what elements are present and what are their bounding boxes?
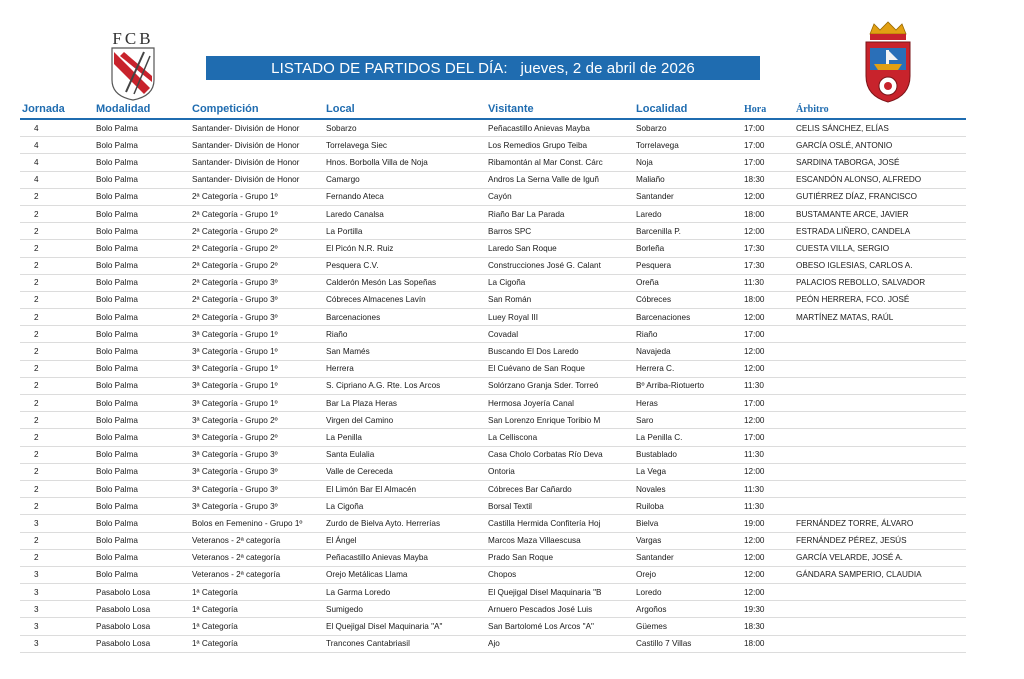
cell-jornada: 2 xyxy=(20,188,94,205)
cell-jornada: 2 xyxy=(20,498,94,515)
cell-localidad: Herrera C. xyxy=(634,360,742,377)
cell-local: Valle de Cereceda xyxy=(324,463,486,480)
cell-competicion: 2ª Categoría - Grupo 3º xyxy=(190,274,324,291)
cell-local: Camargo xyxy=(324,171,486,188)
matches-table xyxy=(20,100,966,653)
cell-hora: 17:30 xyxy=(742,240,794,257)
cell-modalidad: Bolo Palma xyxy=(94,360,190,377)
cell-local: El Limón Bar El Almacén xyxy=(324,480,486,497)
cell-competicion: 3ª Categoría - Grupo 2º xyxy=(190,412,324,429)
cell-arbitro xyxy=(794,480,966,497)
cell-jornada: 3 xyxy=(20,601,94,618)
cell-jornada: 2 xyxy=(20,429,94,446)
cell-local: Laredo Canalsa xyxy=(324,205,486,222)
cell-competicion: 1ª Categoría xyxy=(190,601,324,618)
col-header-arbitro: Árbitro xyxy=(794,100,966,119)
page-title: LISTADO DE PARTIDOS DEL DÍA: jueves, 2 de abril de 2026 xyxy=(271,59,695,77)
cell-jornada: 2 xyxy=(20,549,94,566)
table-row xyxy=(20,532,966,549)
cell-modalidad: Bolo Palma xyxy=(94,395,190,412)
cell-arbitro: PALACIOS REBOLLO, SALVADOR xyxy=(794,274,966,291)
cell-jornada: 2 xyxy=(20,412,94,429)
cell-local: Trancones Cantabriasil xyxy=(324,635,486,652)
coat-of-arms-emblem xyxy=(862,20,914,104)
cell-local: Sumigedo xyxy=(324,601,486,618)
table-row xyxy=(20,601,966,618)
cell-competicion: Santander- División de Honor xyxy=(190,137,324,154)
cell-hora: 11:30 xyxy=(742,480,794,497)
cell-competicion: Bolos en Femenino - Grupo 1º xyxy=(190,515,324,532)
cell-visitante: San Bartolomé Los Arcos "A" xyxy=(486,618,634,635)
cell-visitante: Ontoria xyxy=(486,463,634,480)
cell-competicion: Santander- División de Honor xyxy=(190,119,324,137)
cell-arbitro: ESTRADA LIÑERO, CANDELA xyxy=(794,223,966,240)
cell-modalidad: Pasabolo Losa xyxy=(94,601,190,618)
cell-jornada: 3 xyxy=(20,515,94,532)
cell-localidad: Bielva xyxy=(634,515,742,532)
cell-jornada: 2 xyxy=(20,257,94,274)
cell-modalidad: Bolo Palma xyxy=(94,205,190,222)
cell-local: Virgen del Camino xyxy=(324,412,486,429)
cell-modalidad: Bolo Palma xyxy=(94,412,190,429)
cell-localidad: Pesquera xyxy=(634,257,742,274)
cell-jornada: 4 xyxy=(20,119,94,137)
cell-local: La Cigoña xyxy=(324,498,486,515)
cell-modalidad: Bolo Palma xyxy=(94,377,190,394)
cell-arbitro: ESCANDÓN ALONSO, ALFREDO xyxy=(794,171,966,188)
cell-modalidad: Bolo Palma xyxy=(94,480,190,497)
cell-arbitro: FERNÁNDEZ TORRE, ÁLVARO xyxy=(794,515,966,532)
cell-visitante: Hermosa Joyería Canal xyxy=(486,395,634,412)
cell-arbitro xyxy=(794,326,966,343)
cell-visitante: Los Remedios Grupo Teiba xyxy=(486,137,634,154)
cell-competicion: 1ª Categoría xyxy=(190,584,324,601)
cell-visitante: Ajo xyxy=(486,635,634,652)
cell-arbitro xyxy=(794,498,966,515)
table-row xyxy=(20,274,966,291)
cell-localidad: Barcenilla P. xyxy=(634,223,742,240)
cell-visitante: Prado San Roque xyxy=(486,549,634,566)
cell-local: Barcenaciones xyxy=(324,309,486,326)
cell-jornada: 2 xyxy=(20,446,94,463)
cell-jornada: 2 xyxy=(20,463,94,480)
cell-jornada: 2 xyxy=(20,360,94,377)
cell-modalidad: Bolo Palma xyxy=(94,566,190,583)
cell-modalidad: Bolo Palma xyxy=(94,532,190,549)
cell-hora: 17:30 xyxy=(742,257,794,274)
cell-modalidad: Bolo Palma xyxy=(94,429,190,446)
cell-competicion: 3ª Categoría - Grupo 1º xyxy=(190,343,324,360)
cell-competicion: 1ª Categoría xyxy=(190,635,324,652)
table-row xyxy=(20,171,966,188)
cell-hora: 18:00 xyxy=(742,291,794,308)
table-row xyxy=(20,309,966,326)
cell-arbitro xyxy=(794,343,966,360)
cell-local: La Garma Loredo xyxy=(324,584,486,601)
cell-local: Pesquera C.V. xyxy=(324,257,486,274)
cell-visitante: Construcciones José G. Calant xyxy=(486,257,634,274)
cell-hora: 19:00 xyxy=(742,515,794,532)
cell-arbitro xyxy=(794,395,966,412)
table-row xyxy=(20,154,966,171)
cell-arbitro xyxy=(794,446,966,463)
cell-localidad: Vargas xyxy=(634,532,742,549)
table-row xyxy=(20,188,966,205)
cell-local: La Penilla xyxy=(324,429,486,446)
cell-localidad: Loredo xyxy=(634,584,742,601)
cell-arbitro: CELIS SÁNCHEZ, ELÍAS xyxy=(794,119,966,137)
cell-modalidad: Bolo Palma xyxy=(94,446,190,463)
cell-modalidad: Bolo Palma xyxy=(94,549,190,566)
cell-localidad: Ruiloba xyxy=(634,498,742,515)
cell-hora: 12:00 xyxy=(742,343,794,360)
cell-arbitro xyxy=(794,360,966,377)
cell-localidad: Maliaño xyxy=(634,171,742,188)
cell-jornada: 2 xyxy=(20,240,94,257)
cell-arbitro: PEÓN HERRERA, FCO. JOSÉ xyxy=(794,291,966,308)
cell-modalidad: Bolo Palma xyxy=(94,309,190,326)
cell-jornada: 3 xyxy=(20,618,94,635)
cell-jornada: 4 xyxy=(20,171,94,188)
cell-hora: 17:00 xyxy=(742,429,794,446)
cell-competicion: 3ª Categoría - Grupo 1º xyxy=(190,377,324,394)
cell-hora: 11:30 xyxy=(742,498,794,515)
club-logo-text: FCB xyxy=(112,29,154,48)
cell-visitante: Cayón xyxy=(486,188,634,205)
cell-local: Torrelavega Siec xyxy=(324,137,486,154)
cell-local: El Quejigal Disel Maquinaria "A" xyxy=(324,618,486,635)
cell-hora: 12:00 xyxy=(742,463,794,480)
cell-modalidad: Pasabolo Losa xyxy=(94,584,190,601)
cell-visitante: Peñacastillo Anievas Mayba xyxy=(486,119,634,137)
cell-modalidad: Bolo Palma xyxy=(94,291,190,308)
cell-hora: 12:00 xyxy=(742,584,794,601)
cell-arbitro: OBESO IGLESIAS, CARLOS A. xyxy=(794,257,966,274)
col-header-competicion: Competición xyxy=(190,100,324,119)
cell-hora: 12:00 xyxy=(742,532,794,549)
cell-hora: 17:00 xyxy=(742,326,794,343)
table-row xyxy=(20,360,966,377)
cell-hora: 12:00 xyxy=(742,223,794,240)
cell-visitante: Castilla Hermida Confitería Hoj xyxy=(486,515,634,532)
cell-visitante: San Román xyxy=(486,291,634,308)
cell-visitante: Riaño Bar La Parada xyxy=(486,205,634,222)
cell-arbitro xyxy=(794,429,966,446)
table-row xyxy=(20,205,966,222)
cell-local: S. Cipriano A.G. Rte. Los Arcos xyxy=(324,377,486,394)
cell-hora: 11:30 xyxy=(742,446,794,463)
cell-visitante: Chopos xyxy=(486,566,634,583)
cell-competicion: 3ª Categoría - Grupo 3º xyxy=(190,446,324,463)
cell-visitante: Andros La Serna Valle de Iguñ xyxy=(486,171,634,188)
cell-jornada: 2 xyxy=(20,205,94,222)
table-row xyxy=(20,446,966,463)
cell-jornada: 4 xyxy=(20,154,94,171)
cell-jornada: 3 xyxy=(20,635,94,652)
table-row xyxy=(20,412,966,429)
cell-jornada: 2 xyxy=(20,395,94,412)
cell-local: Riaño xyxy=(324,326,486,343)
cell-modalidad: Bolo Palma xyxy=(94,188,190,205)
cell-local: El Ángel xyxy=(324,532,486,549)
cell-jornada: 2 xyxy=(20,343,94,360)
cell-visitante: La Cigoña xyxy=(486,274,634,291)
cell-local: Zurdo de Bielva Ayto. Herrerías xyxy=(324,515,486,532)
cell-localidad: Argoños xyxy=(634,601,742,618)
cell-localidad: Navajeda xyxy=(634,343,742,360)
cell-jornada: 2 xyxy=(20,532,94,549)
table-row xyxy=(20,635,966,652)
cell-modalidad: Pasabolo Losa xyxy=(94,635,190,652)
cell-jornada: 2 xyxy=(20,309,94,326)
cell-localidad: Güemes xyxy=(634,618,742,635)
cell-modalidad: Bolo Palma xyxy=(94,137,190,154)
cell-localidad: Sobarzo xyxy=(634,119,742,137)
cell-visitante: Borsal Textil xyxy=(486,498,634,515)
cell-arbitro: BUSTAMANTE ARCE, JAVIER xyxy=(794,205,966,222)
cell-localidad: Riaño xyxy=(634,326,742,343)
cell-arbitro xyxy=(794,635,966,652)
table-row xyxy=(20,480,966,497)
cell-competicion: Veteranos - 2ª categoría xyxy=(190,566,324,583)
cell-modalidad: Bolo Palma xyxy=(94,223,190,240)
cell-visitante: Marcos Maza Villaescusa xyxy=(486,532,634,549)
table-row xyxy=(20,223,966,240)
cell-visitante: El Quejigal Disel Maquinaria "B xyxy=(486,584,634,601)
col-header-localidad: Localidad xyxy=(634,100,742,119)
table-row xyxy=(20,326,966,343)
table-header-row xyxy=(20,100,966,119)
cell-hora: 11:30 xyxy=(742,377,794,394)
cell-visitante: Cóbreces Bar Cañardo xyxy=(486,480,634,497)
cell-arbitro: CUESTA VILLA, SERGIO xyxy=(794,240,966,257)
cell-jornada: 2 xyxy=(20,274,94,291)
cell-visitante: Casa Cholo Corbatas Río Deva xyxy=(486,446,634,463)
cell-localidad: Novales xyxy=(634,480,742,497)
cell-jornada: 2 xyxy=(20,291,94,308)
cell-arbitro: SARDINA TABORGA, JOSÉ xyxy=(794,154,966,171)
cell-visitante: Covadal xyxy=(486,326,634,343)
cell-localidad: La Penilla C. xyxy=(634,429,742,446)
cell-localidad: Bustablado xyxy=(634,446,742,463)
cell-competicion: 3ª Categoría - Grupo 3º xyxy=(190,498,324,515)
cell-local: San Mamés xyxy=(324,343,486,360)
cell-arbitro xyxy=(794,412,966,429)
cell-modalidad: Bolo Palma xyxy=(94,326,190,343)
cell-visitante: La Celliscona xyxy=(486,429,634,446)
cell-localidad: Torrelavega xyxy=(634,137,742,154)
cell-modalidad: Bolo Palma xyxy=(94,119,190,137)
cell-local: Bar La Plaza Heras xyxy=(324,395,486,412)
cell-modalidad: Pasabolo Losa xyxy=(94,618,190,635)
cell-visitante: Barros SPC xyxy=(486,223,634,240)
cell-hora: 12:00 xyxy=(742,412,794,429)
cell-visitante: Luey Royal III xyxy=(486,309,634,326)
table-row xyxy=(20,377,966,394)
cell-competicion: 2ª Categoría - Grupo 2º xyxy=(190,240,324,257)
cell-competicion: 3ª Categoría - Grupo 2º xyxy=(190,429,324,446)
cell-arbitro: GARCÍA OSLÉ, ANTONIO xyxy=(794,137,966,154)
cell-modalidad: Bolo Palma xyxy=(94,274,190,291)
cell-localidad: Saro xyxy=(634,412,742,429)
cell-visitante: Ribamontán al Mar Const. Cárc xyxy=(486,154,634,171)
cell-competicion: Veteranos - 2ª categoría xyxy=(190,532,324,549)
cell-arbitro: GUTIÉRREZ DÍAZ, FRANCISCO xyxy=(794,188,966,205)
cell-hora: 17:00 xyxy=(742,395,794,412)
col-header-hora: Hora xyxy=(742,100,794,119)
col-header-visitante: Visitante xyxy=(486,100,634,119)
cell-arbitro xyxy=(794,601,966,618)
cell-competicion: 2ª Categoría - Grupo 3º xyxy=(190,309,324,326)
cell-competicion: 3ª Categoría - Grupo 1º xyxy=(190,360,324,377)
cell-localidad: Noja xyxy=(634,154,742,171)
cell-hora: 18:00 xyxy=(742,635,794,652)
cell-hora: 12:00 xyxy=(742,188,794,205)
club-logo xyxy=(100,18,166,102)
cell-hora: 18:30 xyxy=(742,618,794,635)
cell-competicion: 3ª Categoría - Grupo 3º xyxy=(190,480,324,497)
cell-jornada: 2 xyxy=(20,223,94,240)
cell-competicion: Santander- División de Honor xyxy=(190,154,324,171)
cell-visitante: San Lorenzo Enrique Toribio M xyxy=(486,412,634,429)
table-row xyxy=(20,429,966,446)
cell-localidad: Cóbreces xyxy=(634,291,742,308)
cell-competicion: 2ª Categoría - Grupo 1º xyxy=(190,205,324,222)
cell-localidad: Laredo xyxy=(634,205,742,222)
cell-hora: 17:00 xyxy=(742,137,794,154)
table-row xyxy=(20,395,966,412)
cell-local: Herrera xyxy=(324,360,486,377)
cell-localidad: Orejo xyxy=(634,566,742,583)
cell-visitante: Laredo San Roque xyxy=(486,240,634,257)
cell-hora: 18:00 xyxy=(742,205,794,222)
cell-modalidad: Bolo Palma xyxy=(94,515,190,532)
col-header-jornada: Jornada xyxy=(20,100,94,119)
cell-competicion: 2ª Categoría - Grupo 1º xyxy=(190,188,324,205)
col-header-local: Local xyxy=(324,100,486,119)
cell-competicion: 2ª Categoría - Grupo 2º xyxy=(190,257,324,274)
cell-localidad: Santander xyxy=(634,549,742,566)
cell-modalidad: Bolo Palma xyxy=(94,154,190,171)
cell-competicion: Veteranos - 2ª categoría xyxy=(190,549,324,566)
cell-arbitro xyxy=(794,618,966,635)
cell-local: Orejo Metálicas Llama xyxy=(324,566,486,583)
cell-arbitro: FERNÁNDEZ PÉREZ, JESÚS xyxy=(794,532,966,549)
cell-local: Cóbreces Almacenes Lavín xyxy=(324,291,486,308)
cell-competicion: 3ª Categoría - Grupo 3º xyxy=(190,463,324,480)
cell-visitante: Solórzano Granja Sder. Torreó xyxy=(486,377,634,394)
cell-visitante: Arnuero Pescados José Luis xyxy=(486,601,634,618)
table-row xyxy=(20,119,966,137)
cell-local: El Picón N.R. Ruiz xyxy=(324,240,486,257)
cell-local: Calderón Mesón Las Sopeñas xyxy=(324,274,486,291)
cell-jornada: 2 xyxy=(20,326,94,343)
cell-localidad: Borleña xyxy=(634,240,742,257)
table-row xyxy=(20,343,966,360)
cell-localidad: Santander xyxy=(634,188,742,205)
cell-jornada: 3 xyxy=(20,584,94,601)
cell-localidad: Oreña xyxy=(634,274,742,291)
title-banner xyxy=(206,56,760,80)
cell-local: La Portilla xyxy=(324,223,486,240)
cell-modalidad: Bolo Palma xyxy=(94,498,190,515)
cell-modalidad: Bolo Palma xyxy=(94,240,190,257)
table-row xyxy=(20,240,966,257)
cell-arbitro: GARCÍA VELARDE, JOSÉ A. xyxy=(794,549,966,566)
cell-jornada: 3 xyxy=(20,566,94,583)
cell-competicion: 3ª Categoría - Grupo 1º xyxy=(190,395,324,412)
cell-jornada: 2 xyxy=(20,480,94,497)
table-body xyxy=(20,119,966,652)
cell-localidad: Castillo 7 Villas xyxy=(634,635,742,652)
cell-local: Peñacastillo Anievas Mayba xyxy=(324,549,486,566)
cell-hora: 12:00 xyxy=(742,309,794,326)
cell-hora: 17:00 xyxy=(742,119,794,137)
cell-arbitro: MARTÍNEZ MATAS, RAÚL xyxy=(794,309,966,326)
cell-arbitro xyxy=(794,463,966,480)
cell-visitante: Buscando El Dos Laredo xyxy=(486,343,634,360)
cell-arbitro xyxy=(794,584,966,601)
cell-competicion: 3ª Categoría - Grupo 1º xyxy=(190,326,324,343)
cell-arbitro: GÁNDARA SAMPERIO, CLAUDIA xyxy=(794,566,966,583)
table-row xyxy=(20,498,966,515)
cell-local: Santa Eulalia xyxy=(324,446,486,463)
cell-competicion: 1ª Categoría xyxy=(190,618,324,635)
table-row xyxy=(20,584,966,601)
table-row xyxy=(20,463,966,480)
cell-visitante: El Cuévano de San Roque xyxy=(486,360,634,377)
cell-hora: 19:30 xyxy=(742,601,794,618)
cell-hora: 12:00 xyxy=(742,566,794,583)
cell-localidad: Barcenaciones xyxy=(634,309,742,326)
table-row xyxy=(20,515,966,532)
cell-localidad: La Vega xyxy=(634,463,742,480)
table-row xyxy=(20,137,966,154)
cell-modalidad: Bolo Palma xyxy=(94,257,190,274)
cell-competicion: 2ª Categoría - Grupo 3º xyxy=(190,291,324,308)
cell-competicion: Santander- División de Honor xyxy=(190,171,324,188)
cell-modalidad: Bolo Palma xyxy=(94,343,190,360)
cell-hora: 18:30 xyxy=(742,171,794,188)
cell-hora: 12:00 xyxy=(742,360,794,377)
cell-localidad: Heras xyxy=(634,395,742,412)
table-row xyxy=(20,549,966,566)
table-row xyxy=(20,566,966,583)
cell-arbitro xyxy=(794,377,966,394)
cell-hora: 12:00 xyxy=(742,549,794,566)
table-row xyxy=(20,618,966,635)
col-header-modalidad: Modalidad xyxy=(94,100,190,119)
cell-local: Fernando Ateca xyxy=(324,188,486,205)
table-row xyxy=(20,291,966,308)
cell-hora: 17:00 xyxy=(742,154,794,171)
cell-local: Sobarzo xyxy=(324,119,486,137)
cell-localidad: Bº Arriba-Riotuerto xyxy=(634,377,742,394)
cell-jornada: 2 xyxy=(20,377,94,394)
cell-local: Hnos. Borbolla Villa de Noja xyxy=(324,154,486,171)
cell-modalidad: Bolo Palma xyxy=(94,171,190,188)
cell-jornada: 4 xyxy=(20,137,94,154)
table-row xyxy=(20,257,966,274)
cell-hora: 11:30 xyxy=(742,274,794,291)
cell-modalidad: Bolo Palma xyxy=(94,463,190,480)
cell-competicion: 2ª Categoría - Grupo 2º xyxy=(190,223,324,240)
